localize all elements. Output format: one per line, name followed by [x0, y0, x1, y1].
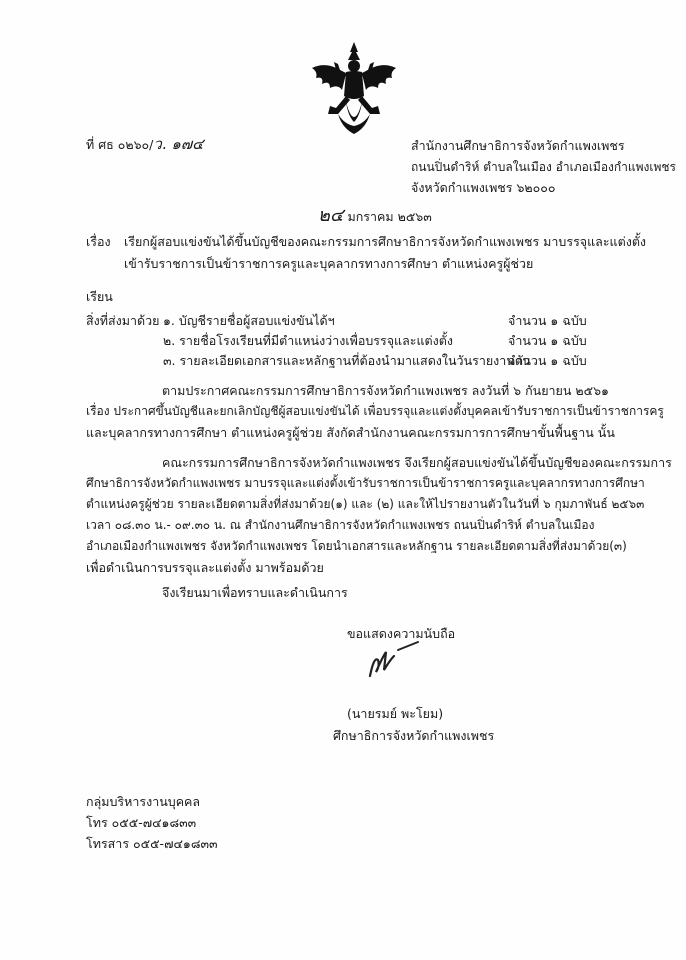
- enclosure-item-2: ๒. รายชื่อโรงเรียนที่มีตำแหน่งว่างเพื่อบรรจุและแต่งตั้ง: [163, 333, 453, 348]
- office-address: ถนนปิ่นดำริห์ ตำบลในเมือง อำเภอเมืองกำแพงเพชร: [411, 160, 677, 174]
- document-number-handwritten: ว. ๑๗๔: [153, 135, 204, 153]
- closing-request: จึงเรียนมาเพื่อทราบและดำเนินการ: [162, 585, 348, 600]
- subject-line-2: เข้ารับราชการเป็นข้าราชการครูและบุคลากรทางการศึกษา ตำแหน่งครูผู้ช่วย: [124, 256, 534, 271]
- garuda-emblem: [308, 40, 400, 136]
- salutation: เรียน: [86, 289, 113, 304]
- signature-mark: [364, 636, 424, 680]
- paragraph-2-line-4: เวลา ๐๘.๓๐ น.- ๐๙.๓๐ น. ณ สำนักงานศึกษาธิการจังหวัดกำแพงเพชร ถนนปิ่นดำริห์ ตำบลในเมือง: [86, 518, 595, 532]
- paragraph-1-line-2: เรื่อง ประกาศขึ้นบัญชีและยกเลิกบัญชีผู้สอบแข่งขันได้ เพื่อบรรจุและแต่งตั้งบุคคลเข้ารับราชการเป็นข้าราชการครู: [86, 404, 664, 418]
- subject-label: เรื่อง: [86, 234, 111, 249]
- paragraph-2-line-2: ศึกษาธิการจังหวัดกำแพงเพชร มาบรรจุและแต่งตั้งเข้ารับราชการเป็นข้าราชการครูและบุคลากรทางการศึกษา: [86, 476, 645, 490]
- office-name: สำนักงานศึกษาธิการจังหวัดกำแพงเพชร: [411, 138, 625, 153]
- footer-department: กลุ่มบริหารงานบุคคล: [86, 794, 201, 809]
- paragraph-1-line-3: และบุคลากรทางการศึกษา ตำแหน่งครูผู้ช่วย สังกัดสำนักงานคณะกรรมการการศึกษาขั้นพื้นฐาน นั้น: [86, 425, 615, 440]
- subject-line-1: เรียกผู้สอบแข่งขันได้ขึ้นบัญชีของคณะกรรมการศึกษาธิการจังหวัดกำแพงเพชร มาบรรจุและแต่งตั้ง: [124, 234, 647, 249]
- footer-phone: โทร ๐๕๕-๗๔๑๘๓๓: [86, 815, 197, 830]
- document-number: [86, 136, 204, 153]
- paragraph-2-line-5: อำเภอเมืองกำแพงเพชร จังหวัดกำแพงเพชร โดยนำเอกสารและหลักฐาน รายละเอียดตามสิ่งที่ส่งมาด้วย(๓): [86, 539, 627, 553]
- paragraph-2: [86, 452, 672, 578]
- enclosure-qty-1: จำนวน ๑ ฉบับ: [508, 313, 587, 328]
- paragraph-1-line-1: ตามประกาศคณะกรรมการศึกษาธิการจังหวัดกำแพงเพชร ลงวันที่ ๖ กันยายน ๒๕๖๑: [162, 383, 609, 398]
- signer-position: ศึกษาธิการจังหวัดกำแพงเพชร: [333, 728, 495, 743]
- paragraph-1: [86, 380, 664, 443]
- document-number-label: ที่ ศธ ๐๒๖๐/: [86, 137, 154, 152]
- enclosure-qty-2: จำนวน ๑ ฉบับ: [508, 333, 587, 348]
- closing-phrase: ขอแสดงความนับถือ: [347, 626, 456, 641]
- enclosures-label: สิ่งที่ส่งมาด้วย: [86, 313, 160, 328]
- paragraph-2-line-1: คณะกรรมการศึกษาธิการจังหวัดกำแพงเพชร จึงเรียกผู้สอบแข่งขันได้ขึ้นบัญชีของคณะกรรมการ: [162, 455, 672, 470]
- signer-name: (นายรมย์ พะโยม): [347, 706, 444, 721]
- date-month-year: มกราคม ๒๕๖๓: [347, 209, 432, 224]
- office-province: จังหวัดกำแพงเพชร ๖๒๐๐๐: [411, 180, 556, 195]
- date-day-handwritten: ๒๔: [318, 205, 344, 226]
- letter-date: [318, 205, 432, 226]
- enclosure-item-1: ๑. บัญชีรายชื่อผู้สอบแข่งขันได้ฯ: [163, 313, 335, 328]
- paragraph-2-line-6: เพื่อดำเนินการบรรจุและแต่งตั้ง มาพร้อมด้วย: [86, 560, 324, 575]
- footer-fax: โทรสาร ๐๕๕-๗๔๑๘๓๓: [86, 836, 218, 851]
- enclosure-qty-3: จำนวน ๑ ฉบับ: [508, 353, 587, 368]
- enclosure-item-3: ๓. รายละเอียดเอกสารและหลักฐานที่ต้องนำมาแสดงในวันรายงานตัว: [163, 353, 530, 368]
- paragraph-2-line-3: ตำแหน่งครูผู้ช่วย รายละเอียดตามสิ่งที่ส่งมาด้วย(๑) และ (๒) และให้ไปรายงานตัวในวันที่ ๖ กุมภาพันธ์ ๒๕๖๓: [86, 497, 645, 511]
